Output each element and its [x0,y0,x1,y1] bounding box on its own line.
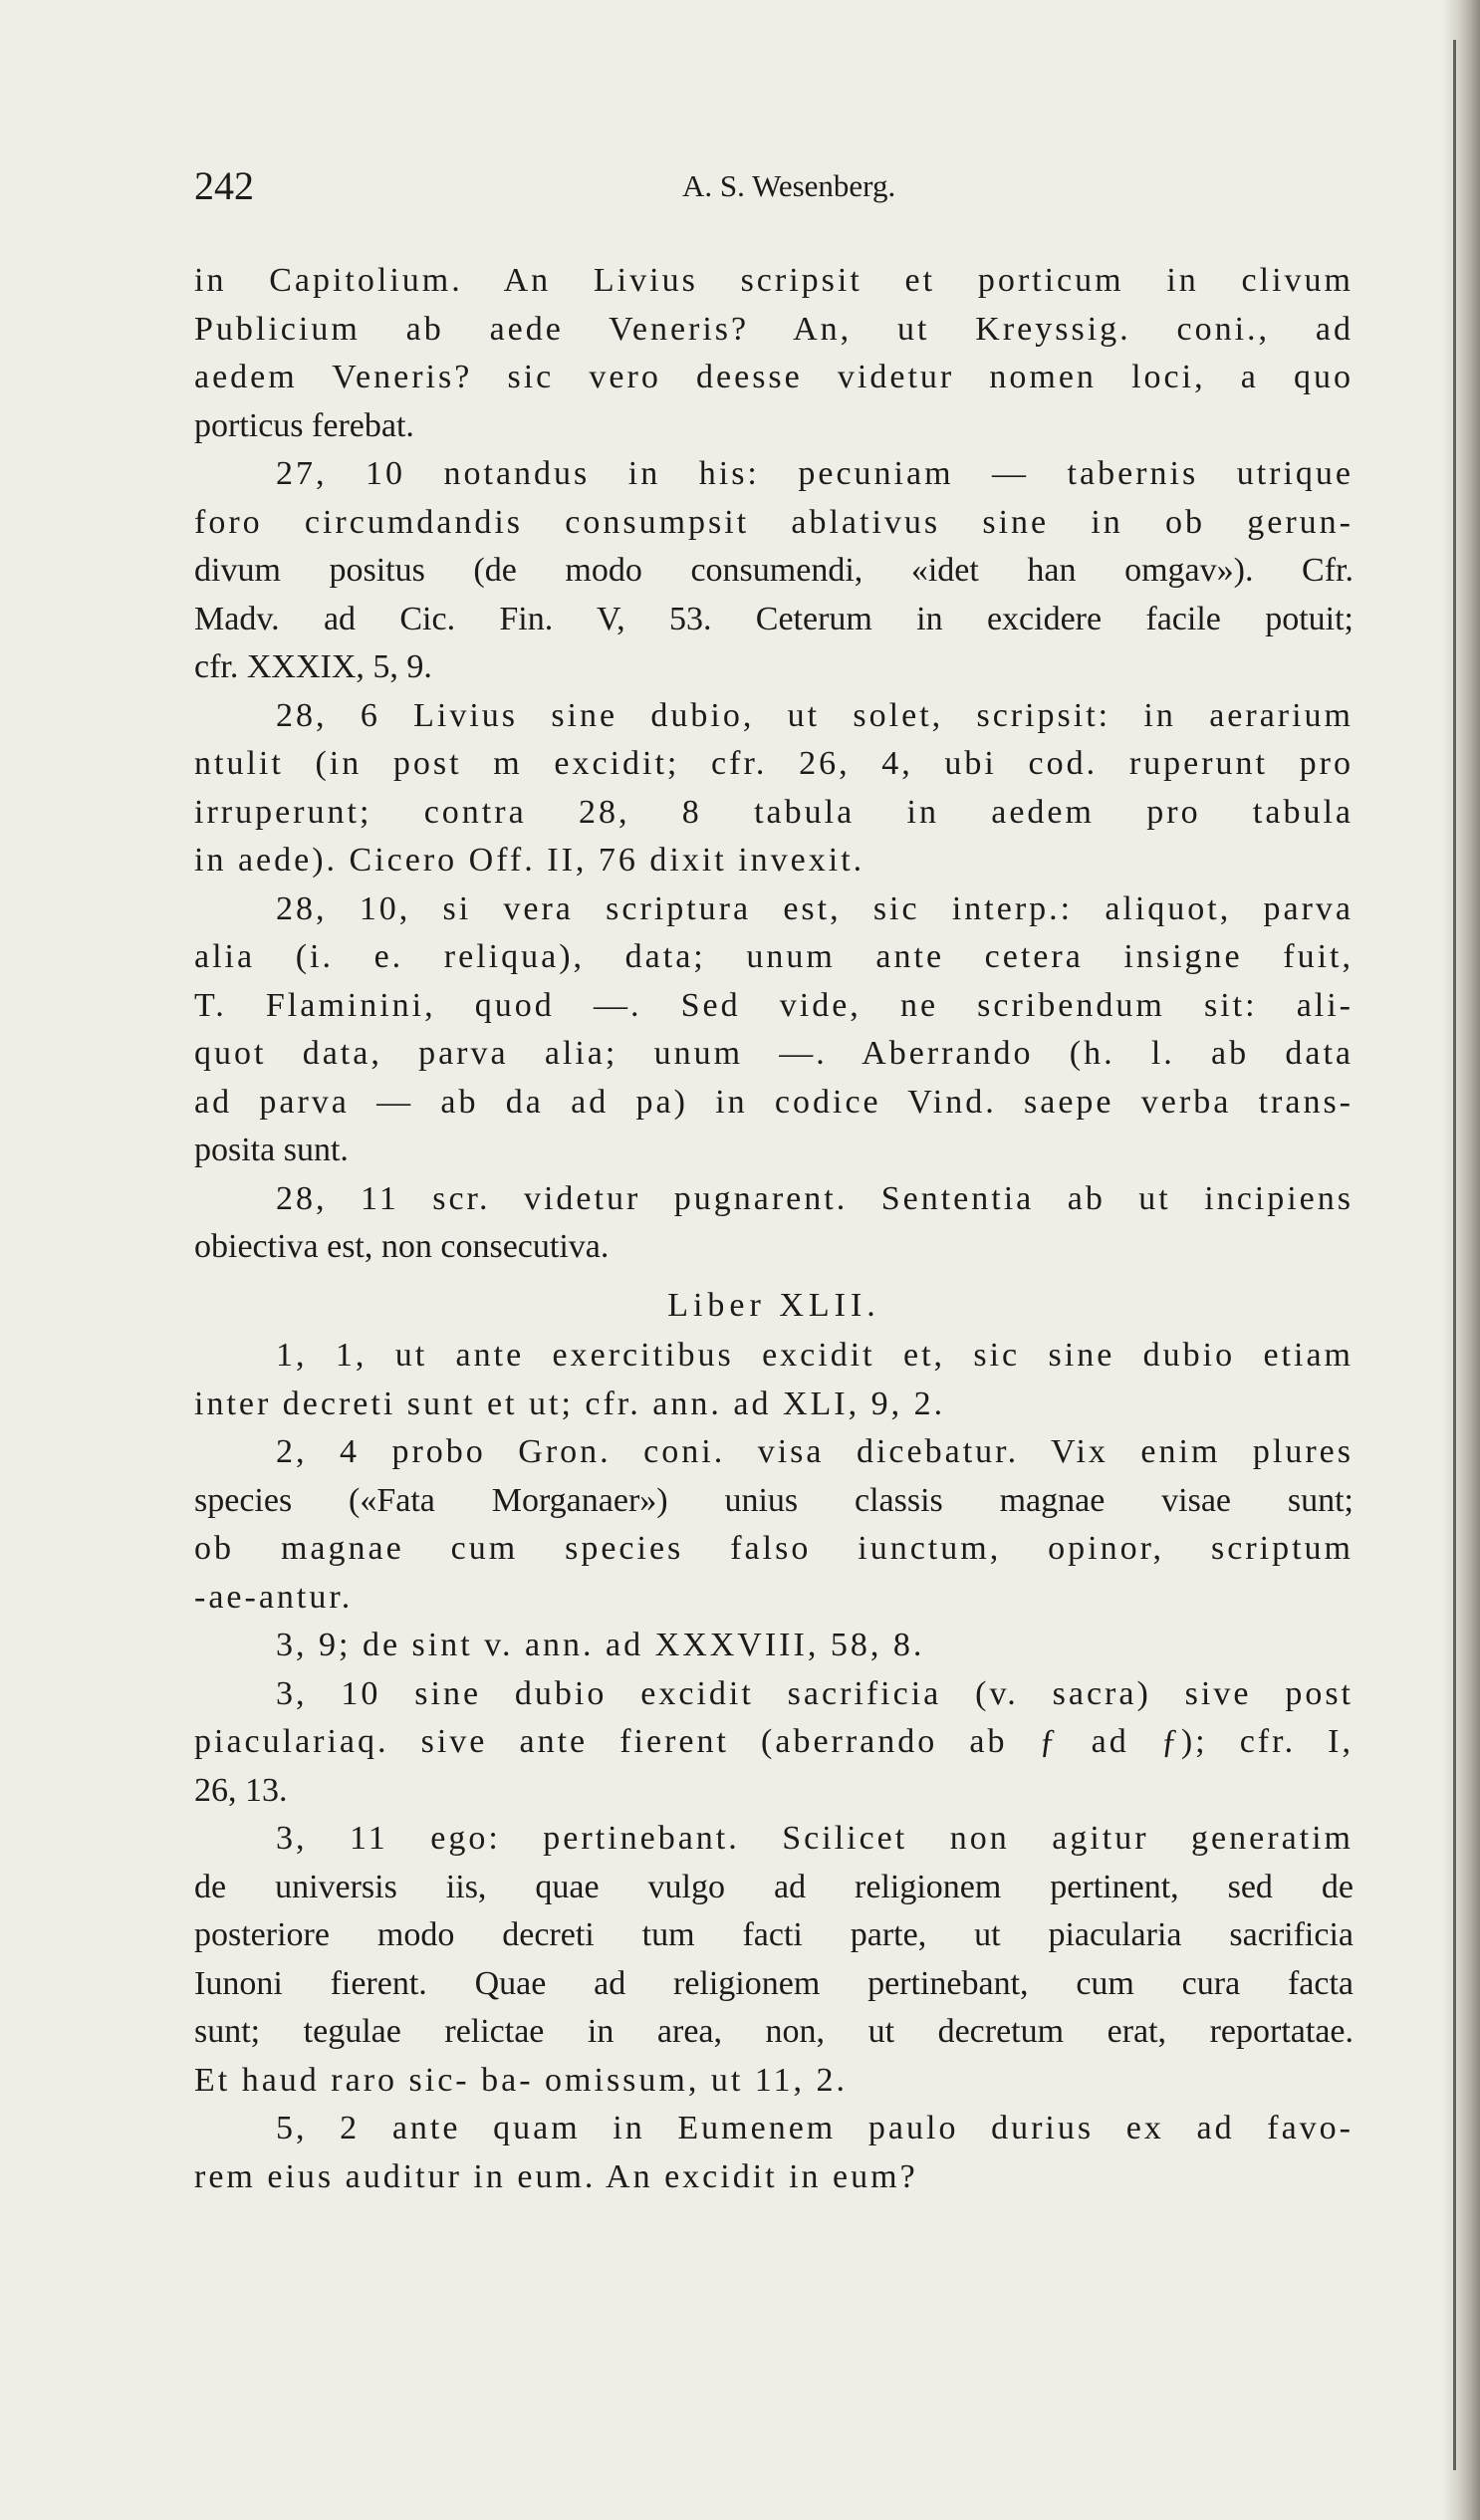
text-line: in Capitolium. An Livius scripsit et porticum in clivum [194,262,1354,299]
text-line: cfr. XXXIX, 5, 9. [194,648,432,685]
text-line: 1, 1, ut ante exercitibus excidit et, sic sine dubio etiam [276,1337,1354,1374]
text-line: piaculariaq. sive ante fierent (aberrando ab ƒ ad ƒ); cfr. I, [194,1723,1354,1760]
text-line: de universis iis, quae vulgo ad religionem pertinent, sed de [194,1868,1354,1905]
text-line: 26, 13. [194,1771,288,1809]
text-line: 28, 10, si vera scriptura est, sic interp.: aliquot, parva [276,889,1354,927]
text-line: ntulit (in post m excidit; cfr. 26, 4, ubi cod. ruperunt pro [194,745,1354,782]
text-line: 3, 11 ego: pertinebant. Scilicet non agitur generatim [276,1820,1354,1857]
running-title: A. S. Wesenberg. [682,168,896,203]
text-line: T. Flaminini, quod —. Sed vide, ne scribendum sit: ali- [194,986,1354,1024]
page-header [194,162,1359,212]
text-line: ad parva — ab da ad pa) in codice Vind. saepe verba trans- [194,1083,1354,1121]
text-line: 3, 9; de sint v. ann. ad XXXVIII, 58, 8. [276,1627,925,1663]
text-line: -ae-antur. [194,1578,354,1616]
text-line: 28, 6 Livius sine dubio, ut solet, scripsit: in aerarium [276,696,1354,734]
text-line: inter decreti sunt et ut; cfr. ann. ad XLI, 9, 2. [194,1385,946,1422]
page-number: 242 [194,163,254,208]
text-line: foro circumdandis consumpsit ablativus sine in ob gerun- [194,503,1354,541]
text-line: Publicium ab aede Veneris? An, ut Kreyssig. coni., ad [194,310,1354,348]
text-line: ob magnae cum species falso iunctum, opinor, scriptum [194,1530,1354,1567]
text-line: rem eius auditur in eum. An excidit in eum? [194,2157,918,2195]
text-line: 5, 2 ante quam in Eumenem paulo durius ex ad favo- [276,2110,1354,2146]
text-line: porticus ferebat. [194,406,414,444]
page-edge-shadow [1442,0,1480,2520]
text-block-2 [194,1332,1354,2201]
text-line: alia (i. e. reliqua), data; unum ante cetera insigne fuit, [194,938,1354,975]
text-line: 28, 11 scr. videtur pugnarent. Sententia ab ut incipiens [276,1179,1354,1217]
text-line: Madv. ad Cic. Fin. V, 53. Ceterum in excidere facile potuit; [194,600,1354,637]
section-heading [194,1282,1354,1331]
text-block-1 [194,257,1354,1272]
text-line: obiectiva est, non consecutiva. [194,1228,610,1265]
text-line: 2, 4 probo Gron. coni. visa dicebatur. Vix enim plures [276,1433,1354,1470]
text-line: Iunoni fierent. Quae ad religionem pertinebant, cum cura facta [194,1964,1354,2002]
text-line: posita sunt. [194,1132,349,1168]
text-line: Et haud raro sic- ba- omissum, ut 11, 2. [194,2061,849,2099]
section-heading-text: Liber XLII. [667,1286,880,1324]
body-text [194,257,1354,2201]
binding-line [1453,40,1456,2470]
text-line: species («Fata Morganaer») unius classis magnae visae sunt; [194,1481,1354,1519]
text-line: quot data, parva alia; unum —. Aberrando (h. l. ab data [194,1035,1354,1072]
text-line: 3, 10 sine dubio excidit sacrificia (v. sacra) sive post [276,1674,1354,1712]
text-line: sunt; tegulae relictae in area, non, ut decretum erat, reportatae. [194,2013,1354,2050]
text-line: irruperunt; contra 28, 8 tabula in aedem pro tabula [194,793,1354,831]
text-line: 27, 10 notandus in his: pecuniam — tabernis utrique [276,455,1354,492]
text-line: in aede). Cicero Off. II, 76 dixit invexit. [194,842,865,879]
text-line: posteriore modo decreti tum facti parte, ut piacularia sacrificia [194,1916,1354,1953]
text-line: aedem Veneris? sic vero deesse videtur nomen loci, a quo [194,359,1354,395]
text-line: divum positus (de modo consumendi, «idet han omgav»). Cfr. [194,552,1354,589]
